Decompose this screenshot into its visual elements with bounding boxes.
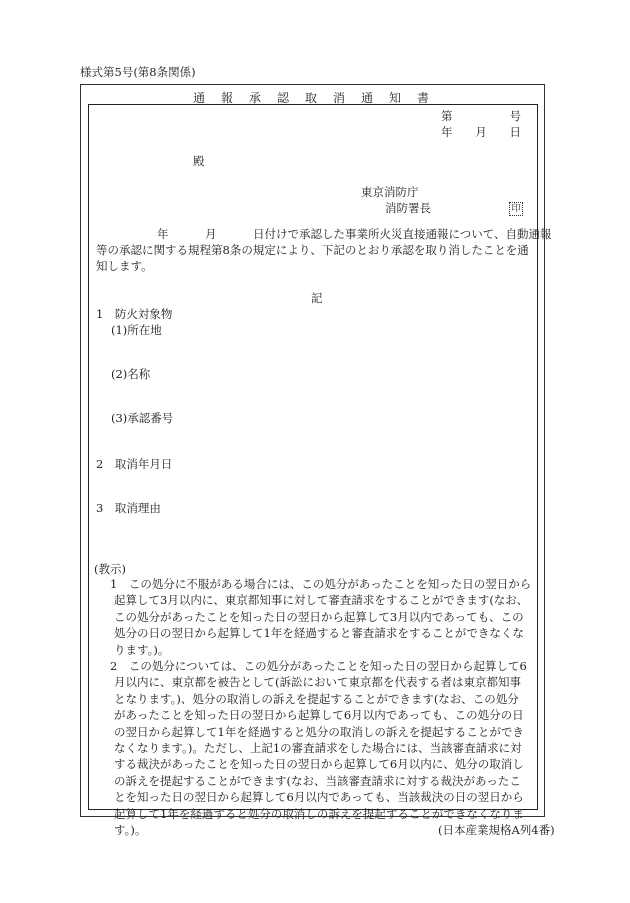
body-line-2: 等の承認に関する規程第8条の規定により、下記のとおり承認を取り消したことを通 xyxy=(96,243,529,257)
body-line-1: 日付けで承認した事業所火災直接通報について、自動通報 xyxy=(253,227,552,241)
notice-p2-line: する裁決があったことを知った日の翌日から起算して6月以内に、処分の取消し xyxy=(114,757,524,772)
date-day: 日 xyxy=(509,125,521,139)
item-1-location: (1)所在地 xyxy=(111,323,162,337)
number-suffix: 号 xyxy=(509,109,521,123)
issuer-title: 消防署長 xyxy=(385,201,431,215)
date-year: 年 xyxy=(441,125,453,139)
notice-p2-line: す。)。 xyxy=(114,823,147,838)
number-prefix: 第 xyxy=(441,109,453,123)
body-year-label: 年 xyxy=(157,227,169,241)
body-month-label: 月 xyxy=(205,227,217,241)
form-number-label: 様式第5号(第8条関係) xyxy=(80,65,196,79)
paper-size-note: (日本産業規格A列4番) xyxy=(438,823,555,837)
notice-p2-line: 2 この処分については、この処分があったことを知った日の翌日から起算して6 xyxy=(110,659,527,673)
issuer-org: 東京消防庁 xyxy=(361,185,419,199)
item-1-fire-prevention-object: 1 防火対象物 xyxy=(96,307,173,321)
notice-p2-line: があったことを知った日の翌日から起算して6月以内であっても、この処分の日 xyxy=(114,708,524,723)
notice-p1-line: 起算して3月以内に、東京都知事に対して審査請求をすることができます(なお、 xyxy=(114,593,529,608)
ki-heading: 記 xyxy=(311,291,323,305)
date-month: 月 xyxy=(475,125,487,139)
notice-heading: (教示) xyxy=(94,562,126,576)
notice-p1-line: 1 この処分に不服がある場合には、この処分があったことを知った日の翌日から xyxy=(110,577,532,591)
item-1-name: (2)名称 xyxy=(111,367,151,381)
item-1-approval-number: (3)承認番号 xyxy=(111,411,174,425)
date-line xyxy=(441,124,521,140)
notice-p2-line: となります。)、処分の取消しの訴えを提起することができます(なお、この処分 xyxy=(114,691,519,706)
notice-p2-line: なくなります。)。ただし、上記1の審査請求をした場合には、当該審査請求に対 xyxy=(114,741,522,756)
notice-paragraph-1 xyxy=(110,576,534,658)
item-3-cancellation-reason: 3 取消理由 xyxy=(96,501,161,515)
notice-p2-line: の訴えを提起することができます(なお、当該審査請求に対する裁決があったこ xyxy=(114,773,521,788)
notice-p2-line: 起算して1年を経過すると処分の取消しの訴えを提起することができなくなりま xyxy=(114,806,524,821)
number-line xyxy=(441,108,521,124)
notice-p1-line: この処分があったことを知った日の翌日から起算して3月以内であっても、この xyxy=(114,609,524,624)
seal-mark xyxy=(509,200,523,216)
document-title: 通報承認取消通知書 xyxy=(193,91,446,105)
notice-p2-line: とを知った日の翌日から起算して6月以内であっても、当該裁決の日の翌日から xyxy=(114,790,524,805)
notice-p1-line: 処分の日の翌日から起算して1年を経過すると審査請求をすることができなくな xyxy=(114,626,524,641)
addressee-suffix: 殿 xyxy=(193,154,205,168)
notice-p2-line: 月以内に、東京都を被告として(訴訟において東京都を代表する者は東京都知事 xyxy=(114,675,521,690)
seal-icon: 印 xyxy=(509,202,523,216)
notice-paragraph-2 xyxy=(110,658,534,838)
notice-p1-line: ります。)。 xyxy=(114,642,170,657)
item-2-cancellation-date: 2 取消年月日 xyxy=(96,457,173,471)
body-line-3: 知します。 xyxy=(96,259,153,273)
notice-p2-line: の翌日から起算して1年を経過すると処分の取消しの訴えを提起することができ xyxy=(114,724,524,739)
